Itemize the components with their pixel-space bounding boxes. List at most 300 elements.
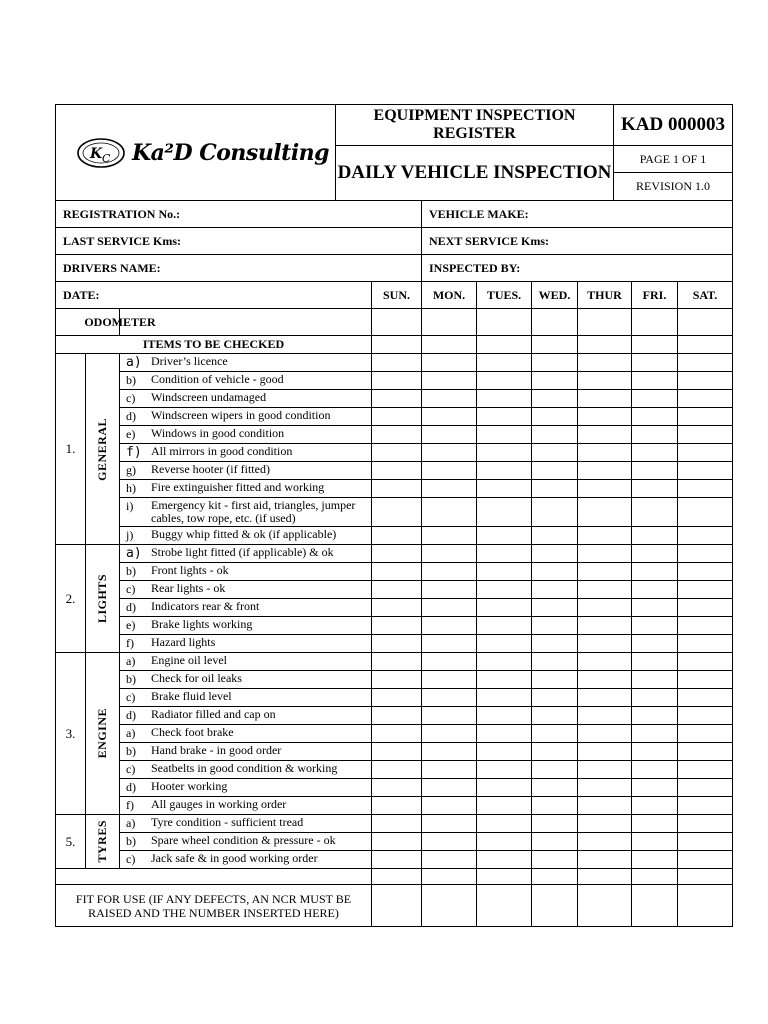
item-text: Condition of vehicle - good bbox=[151, 372, 284, 386]
checklist-row bbox=[56, 426, 733, 444]
check-cell[interactable] bbox=[532, 635, 578, 653]
check-cell[interactable] bbox=[632, 444, 678, 462]
check-cell[interactable] bbox=[477, 689, 532, 707]
check-cell[interactable] bbox=[422, 354, 477, 372]
check-cell[interactable] bbox=[372, 498, 422, 527]
item-text: Hand brake - in good order bbox=[151, 743, 282, 757]
checklist-item bbox=[120, 653, 372, 671]
check-cell[interactable] bbox=[532, 599, 578, 617]
check-cell[interactable] bbox=[632, 599, 678, 617]
check-cell[interactable] bbox=[422, 372, 477, 390]
item-text: All gauges in working order bbox=[151, 797, 287, 811]
check-cell[interactable] bbox=[678, 581, 733, 599]
check-cell[interactable] bbox=[422, 527, 477, 545]
check-cell[interactable] bbox=[678, 635, 733, 653]
check-cell[interactable] bbox=[422, 426, 477, 444]
item-text: Brake fluid level bbox=[151, 689, 232, 703]
check-cell[interactable] bbox=[632, 689, 678, 707]
check-cell[interactable] bbox=[477, 563, 532, 581]
check-cell[interactable] bbox=[632, 851, 678, 869]
check-cell[interactable] bbox=[532, 707, 578, 725]
section-name-cell bbox=[86, 545, 120, 653]
day-cell[interactable] bbox=[678, 336, 733, 354]
vehicle-make-field[interactable]: VEHICLE MAKE: bbox=[422, 201, 733, 228]
check-cell[interactable] bbox=[532, 545, 578, 563]
check-cell[interactable] bbox=[532, 354, 578, 372]
check-cell[interactable] bbox=[678, 390, 733, 408]
check-cell[interactable] bbox=[678, 653, 733, 671]
check-cell[interactable] bbox=[422, 390, 477, 408]
check-cell[interactable] bbox=[678, 354, 733, 372]
check-cell[interactable] bbox=[678, 743, 733, 761]
check-cell[interactable] bbox=[532, 743, 578, 761]
check-cell[interactable] bbox=[477, 527, 532, 545]
check-cell[interactable] bbox=[477, 779, 532, 797]
item-letter: a) bbox=[126, 816, 136, 830]
checklist-item bbox=[120, 527, 372, 545]
check-cell[interactable] bbox=[372, 617, 422, 635]
item-text: Check for oil leaks bbox=[151, 671, 242, 685]
section-name: GENERAL bbox=[95, 417, 109, 481]
check-cell[interactable] bbox=[422, 498, 477, 527]
check-cell[interactable] bbox=[578, 480, 632, 498]
check-cell[interactable] bbox=[477, 653, 532, 671]
checklist-row bbox=[56, 797, 733, 815]
item-letter: c) bbox=[126, 582, 136, 596]
checklist-item bbox=[120, 545, 372, 563]
check-cell[interactable] bbox=[422, 653, 477, 671]
fit-cell[interactable] bbox=[678, 885, 733, 927]
check-cell[interactable] bbox=[372, 444, 422, 462]
checklist-item bbox=[120, 581, 372, 599]
check-cell[interactable] bbox=[632, 617, 678, 635]
check-cell[interactable] bbox=[632, 635, 678, 653]
check-cell[interactable] bbox=[422, 599, 477, 617]
check-cell[interactable] bbox=[678, 779, 733, 797]
check-cell[interactable] bbox=[578, 581, 632, 599]
checklist-row bbox=[56, 444, 733, 462]
check-cell[interactable] bbox=[532, 498, 578, 527]
section-number: 3. bbox=[56, 653, 86, 815]
fit-cell[interactable] bbox=[532, 885, 578, 927]
check-cell[interactable] bbox=[632, 545, 678, 563]
check-cell[interactable] bbox=[422, 408, 477, 426]
check-cell[interactable] bbox=[632, 372, 678, 390]
check-cell[interactable] bbox=[632, 462, 678, 480]
check-cell[interactable] bbox=[632, 408, 678, 426]
item-letter: h) bbox=[126, 481, 136, 495]
item-text: Seatbelts in good condition & working bbox=[151, 761, 338, 775]
check-cell[interactable] bbox=[578, 671, 632, 689]
checklist-row bbox=[56, 354, 733, 372]
check-cell[interactable] bbox=[578, 779, 632, 797]
check-cell[interactable] bbox=[372, 372, 422, 390]
check-cell[interactable] bbox=[372, 833, 422, 851]
check-cell[interactable] bbox=[422, 707, 477, 725]
check-cell[interactable] bbox=[578, 426, 632, 444]
check-cell[interactable] bbox=[578, 743, 632, 761]
check-cell[interactable] bbox=[477, 761, 532, 779]
check-cell[interactable] bbox=[422, 545, 477, 563]
items-header: ITEMS TO BE CHECKED bbox=[56, 336, 372, 354]
check-cell[interactable] bbox=[678, 563, 733, 581]
fit-cell[interactable] bbox=[422, 885, 477, 927]
check-cell[interactable] bbox=[477, 833, 532, 851]
check-cell[interactable] bbox=[678, 689, 733, 707]
drivers-name-field[interactable]: DRIVERS NAME: bbox=[56, 255, 422, 282]
check-cell[interactable] bbox=[422, 480, 477, 498]
day-header: MON. bbox=[422, 282, 477, 309]
checklist-item bbox=[120, 707, 372, 725]
check-cell[interactable] bbox=[477, 725, 532, 743]
checklist-item bbox=[120, 563, 372, 581]
check-cell[interactable] bbox=[678, 671, 733, 689]
form-title-register: EQUIPMENT INSPECTION REGISTER bbox=[336, 105, 614, 146]
check-cell[interactable] bbox=[532, 797, 578, 815]
check-cell[interactable] bbox=[578, 653, 632, 671]
check-cell[interactable] bbox=[532, 761, 578, 779]
check-cell[interactable] bbox=[632, 779, 678, 797]
check-cell[interactable] bbox=[422, 617, 477, 635]
check-cell[interactable] bbox=[422, 743, 477, 761]
checklist-row bbox=[56, 563, 733, 581]
check-cell[interactable] bbox=[372, 390, 422, 408]
section-number: 5. bbox=[56, 815, 86, 869]
check-cell[interactable] bbox=[632, 426, 678, 444]
check-cell[interactable] bbox=[632, 527, 678, 545]
checklist-row bbox=[56, 725, 733, 743]
check-cell[interactable] bbox=[632, 815, 678, 833]
check-cell[interactable] bbox=[477, 426, 532, 444]
check-cell[interactable] bbox=[477, 707, 532, 725]
doc-code: KAD 000003 bbox=[614, 105, 733, 146]
odometer-cell[interactable] bbox=[372, 309, 422, 336]
check-cell[interactable] bbox=[578, 545, 632, 563]
check-cell[interactable] bbox=[632, 390, 678, 408]
check-cell[interactable] bbox=[632, 743, 678, 761]
item-letter: f) bbox=[126, 445, 142, 460]
checklist-item bbox=[120, 599, 372, 617]
check-cell[interactable] bbox=[532, 444, 578, 462]
check-cell[interactable] bbox=[422, 725, 477, 743]
check-cell[interactable] bbox=[372, 689, 422, 707]
check-cell[interactable] bbox=[578, 462, 632, 480]
check-cell[interactable] bbox=[678, 480, 733, 498]
check-cell[interactable] bbox=[422, 689, 477, 707]
check-cell[interactable] bbox=[678, 372, 733, 390]
checklist-row bbox=[56, 761, 733, 779]
fit-cell[interactable] bbox=[372, 885, 422, 927]
check-cell[interactable] bbox=[422, 779, 477, 797]
check-cell[interactable] bbox=[578, 761, 632, 779]
check-cell[interactable] bbox=[477, 444, 532, 462]
company-logo bbox=[56, 105, 336, 201]
check-cell[interactable] bbox=[372, 426, 422, 444]
check-cell[interactable] bbox=[477, 815, 532, 833]
check-cell[interactable] bbox=[372, 779, 422, 797]
check-cell[interactable] bbox=[477, 671, 532, 689]
check-cell[interactable] bbox=[678, 599, 733, 617]
check-cell[interactable] bbox=[532, 527, 578, 545]
check-cell[interactable] bbox=[372, 599, 422, 617]
day-cell[interactable] bbox=[578, 336, 632, 354]
item-text: Strobe light fitted (if applicable) & ok bbox=[151, 545, 334, 559]
item-letter: c) bbox=[126, 852, 136, 866]
check-cell[interactable] bbox=[678, 498, 733, 527]
check-cell[interactable] bbox=[422, 581, 477, 599]
check-cell[interactable] bbox=[422, 761, 477, 779]
check-cell[interactable] bbox=[578, 444, 632, 462]
checklist-row bbox=[56, 390, 733, 408]
item-text: Hazard lights bbox=[151, 635, 216, 649]
check-cell[interactable] bbox=[477, 797, 532, 815]
check-cell[interactable] bbox=[422, 797, 477, 815]
check-cell[interactable] bbox=[632, 671, 678, 689]
check-cell[interactable] bbox=[477, 743, 532, 761]
check-cell[interactable] bbox=[578, 689, 632, 707]
check-cell[interactable] bbox=[372, 851, 422, 869]
check-cell[interactable] bbox=[678, 851, 733, 869]
item-letter: g) bbox=[126, 463, 136, 477]
item-letter: b) bbox=[126, 672, 136, 686]
check-cell[interactable] bbox=[477, 498, 532, 527]
check-cell[interactable] bbox=[477, 354, 532, 372]
day-header: TUES. bbox=[477, 282, 532, 309]
fit-cell[interactable] bbox=[578, 885, 632, 927]
day-cell[interactable] bbox=[632, 336, 678, 354]
item-letter: j) bbox=[126, 528, 134, 542]
check-cell[interactable] bbox=[678, 815, 733, 833]
day-cell[interactable] bbox=[532, 336, 578, 354]
check-cell[interactable] bbox=[632, 563, 678, 581]
checklist-item bbox=[120, 635, 372, 653]
check-cell[interactable] bbox=[477, 599, 532, 617]
check-cell[interactable] bbox=[678, 545, 733, 563]
check-cell[interactable] bbox=[372, 725, 422, 743]
odometer-cell[interactable] bbox=[678, 309, 733, 336]
check-cell[interactable] bbox=[372, 815, 422, 833]
check-cell[interactable] bbox=[578, 527, 632, 545]
check-cell[interactable] bbox=[632, 797, 678, 815]
day-cell[interactable] bbox=[422, 336, 477, 354]
check-cell[interactable] bbox=[532, 833, 578, 851]
check-cell[interactable] bbox=[422, 635, 477, 653]
day-cell[interactable] bbox=[477, 336, 532, 354]
check-cell[interactable] bbox=[578, 599, 632, 617]
check-cell[interactable] bbox=[422, 833, 477, 851]
check-cell[interactable] bbox=[372, 635, 422, 653]
checklist-row bbox=[56, 833, 733, 851]
company-name: Ka²D Consulting bbox=[132, 139, 330, 166]
check-cell[interactable] bbox=[477, 408, 532, 426]
checklist-item bbox=[120, 725, 372, 743]
checklist-item bbox=[120, 815, 372, 833]
section-name-cell bbox=[86, 653, 120, 815]
check-cell[interactable] bbox=[532, 689, 578, 707]
check-cell[interactable] bbox=[678, 797, 733, 815]
check-cell[interactable] bbox=[632, 761, 678, 779]
check-cell[interactable] bbox=[578, 617, 632, 635]
check-cell[interactable] bbox=[532, 779, 578, 797]
check-cell[interactable] bbox=[578, 725, 632, 743]
checklist-row bbox=[56, 779, 733, 797]
check-cell[interactable] bbox=[422, 851, 477, 869]
check-cell[interactable] bbox=[678, 527, 733, 545]
check-cell[interactable] bbox=[477, 635, 532, 653]
item-letter: d) bbox=[126, 708, 136, 722]
check-cell[interactable] bbox=[578, 851, 632, 869]
check-cell[interactable] bbox=[632, 480, 678, 498]
check-cell[interactable] bbox=[372, 545, 422, 563]
check-cell[interactable] bbox=[678, 462, 733, 480]
checklist-item bbox=[120, 761, 372, 779]
check-cell[interactable] bbox=[372, 707, 422, 725]
registration-field[interactable]: REGISTRATION No.: bbox=[56, 201, 422, 228]
check-cell[interactable] bbox=[632, 725, 678, 743]
check-cell[interactable] bbox=[578, 797, 632, 815]
checklist-item bbox=[120, 617, 372, 635]
check-cell[interactable] bbox=[678, 707, 733, 725]
day-cell[interactable] bbox=[372, 336, 422, 354]
check-cell[interactable] bbox=[372, 671, 422, 689]
check-cell[interactable] bbox=[678, 725, 733, 743]
check-cell[interactable] bbox=[678, 426, 733, 444]
check-cell[interactable] bbox=[532, 408, 578, 426]
check-cell[interactable] bbox=[532, 480, 578, 498]
check-cell[interactable] bbox=[678, 833, 733, 851]
check-cell[interactable] bbox=[372, 653, 422, 671]
checklist-row bbox=[56, 462, 733, 480]
check-cell[interactable] bbox=[372, 480, 422, 498]
last-service-field[interactable]: LAST SERVICE Kms: bbox=[56, 228, 422, 255]
check-cell[interactable] bbox=[578, 372, 632, 390]
check-cell[interactable] bbox=[678, 444, 733, 462]
check-cell[interactable] bbox=[578, 563, 632, 581]
check-cell[interactable] bbox=[632, 581, 678, 599]
check-cell[interactable] bbox=[477, 851, 532, 869]
item-letter: a) bbox=[126, 355, 142, 370]
check-cell[interactable] bbox=[532, 581, 578, 599]
inspected-by-field[interactable]: INSPECTED BY: bbox=[422, 255, 733, 282]
check-cell[interactable] bbox=[632, 354, 678, 372]
check-cell[interactable] bbox=[632, 653, 678, 671]
check-cell[interactable] bbox=[532, 563, 578, 581]
check-cell[interactable] bbox=[578, 408, 632, 426]
odometer-cell[interactable] bbox=[632, 309, 678, 336]
check-cell[interactable] bbox=[372, 563, 422, 581]
check-cell[interactable] bbox=[372, 462, 422, 480]
spacer-row bbox=[56, 869, 733, 885]
check-cell[interactable] bbox=[477, 390, 532, 408]
checklist-item bbox=[120, 426, 372, 444]
check-cell[interactable] bbox=[532, 671, 578, 689]
check-cell[interactable] bbox=[372, 743, 422, 761]
check-cell[interactable] bbox=[477, 617, 532, 635]
check-cell[interactable] bbox=[532, 815, 578, 833]
check-cell[interactable] bbox=[578, 833, 632, 851]
check-cell[interactable] bbox=[678, 617, 733, 635]
odometer-label: ODOMETER bbox=[56, 309, 120, 336]
next-service-field[interactable]: NEXT SERVICE Kms: bbox=[422, 228, 733, 255]
check-cell[interactable] bbox=[678, 408, 733, 426]
section-number: 2. bbox=[56, 545, 86, 653]
check-cell[interactable] bbox=[532, 390, 578, 408]
check-cell[interactable] bbox=[477, 462, 532, 480]
checklist-row bbox=[56, 653, 733, 671]
check-cell[interactable] bbox=[532, 725, 578, 743]
check-cell[interactable] bbox=[532, 426, 578, 444]
section-name: ENGINE bbox=[95, 708, 109, 759]
check-cell[interactable] bbox=[477, 480, 532, 498]
info-fields bbox=[55, 200, 733, 282]
checklist-item bbox=[120, 797, 372, 815]
fit-cell[interactable] bbox=[632, 885, 678, 927]
check-cell[interactable] bbox=[422, 444, 477, 462]
check-cell[interactable] bbox=[477, 372, 532, 390]
check-cell[interactable] bbox=[578, 815, 632, 833]
checklist-item bbox=[120, 833, 372, 851]
check-cell[interactable] bbox=[578, 354, 632, 372]
checklist-item bbox=[120, 372, 372, 390]
check-cell[interactable] bbox=[372, 354, 422, 372]
check-cell[interactable] bbox=[422, 563, 477, 581]
check-cell[interactable] bbox=[372, 408, 422, 426]
checklist-item bbox=[120, 743, 372, 761]
check-cell[interactable] bbox=[578, 390, 632, 408]
check-cell[interactable] bbox=[532, 851, 578, 869]
odometer-cell[interactable] bbox=[422, 309, 477, 336]
section-name: TYRES bbox=[95, 820, 109, 863]
check-cell[interactable] bbox=[578, 707, 632, 725]
check-cell[interactable] bbox=[372, 581, 422, 599]
check-cell[interactable] bbox=[372, 761, 422, 779]
check-cell[interactable] bbox=[532, 372, 578, 390]
item-text: All mirrors in good condition bbox=[151, 444, 293, 458]
odometer-cell[interactable] bbox=[477, 309, 532, 336]
check-cell[interactable] bbox=[578, 635, 632, 653]
check-cell[interactable] bbox=[532, 617, 578, 635]
inspection-form bbox=[55, 104, 732, 927]
fit-for-use-label: FIT FOR USE (IF ANY DEFECTS, AN NCR MUST BE RAISED AND THE NUMBER INSERTED HERE) bbox=[56, 885, 372, 927]
check-cell[interactable] bbox=[422, 815, 477, 833]
odometer-cell[interactable] bbox=[578, 309, 632, 336]
check-cell[interactable] bbox=[422, 671, 477, 689]
item-text: Windscreen wipers in good condition bbox=[151, 408, 331, 422]
check-cell[interactable] bbox=[477, 545, 532, 563]
item-text: Engine oil level bbox=[151, 653, 227, 667]
item-text: Radiator filled and cap on bbox=[151, 707, 276, 721]
check-cell[interactable] bbox=[678, 761, 733, 779]
check-cell[interactable] bbox=[422, 462, 477, 480]
check-cell[interactable] bbox=[632, 498, 678, 527]
checklist-grid bbox=[55, 281, 733, 927]
item-letter: a) bbox=[126, 654, 136, 668]
section-number: 1. bbox=[56, 354, 86, 545]
check-cell[interactable] bbox=[578, 498, 632, 527]
check-cell[interactable] bbox=[632, 707, 678, 725]
check-cell[interactable] bbox=[532, 462, 578, 480]
check-cell[interactable] bbox=[532, 653, 578, 671]
day-header: THUR bbox=[578, 282, 632, 309]
item-letter: e) bbox=[126, 427, 136, 441]
fit-cell[interactable] bbox=[477, 885, 532, 927]
check-cell[interactable] bbox=[372, 527, 422, 545]
check-cell[interactable] bbox=[372, 797, 422, 815]
svg-text:K: K bbox=[90, 145, 103, 162]
check-cell[interactable] bbox=[632, 833, 678, 851]
odometer-cell[interactable] bbox=[532, 309, 578, 336]
check-cell[interactable] bbox=[477, 581, 532, 599]
